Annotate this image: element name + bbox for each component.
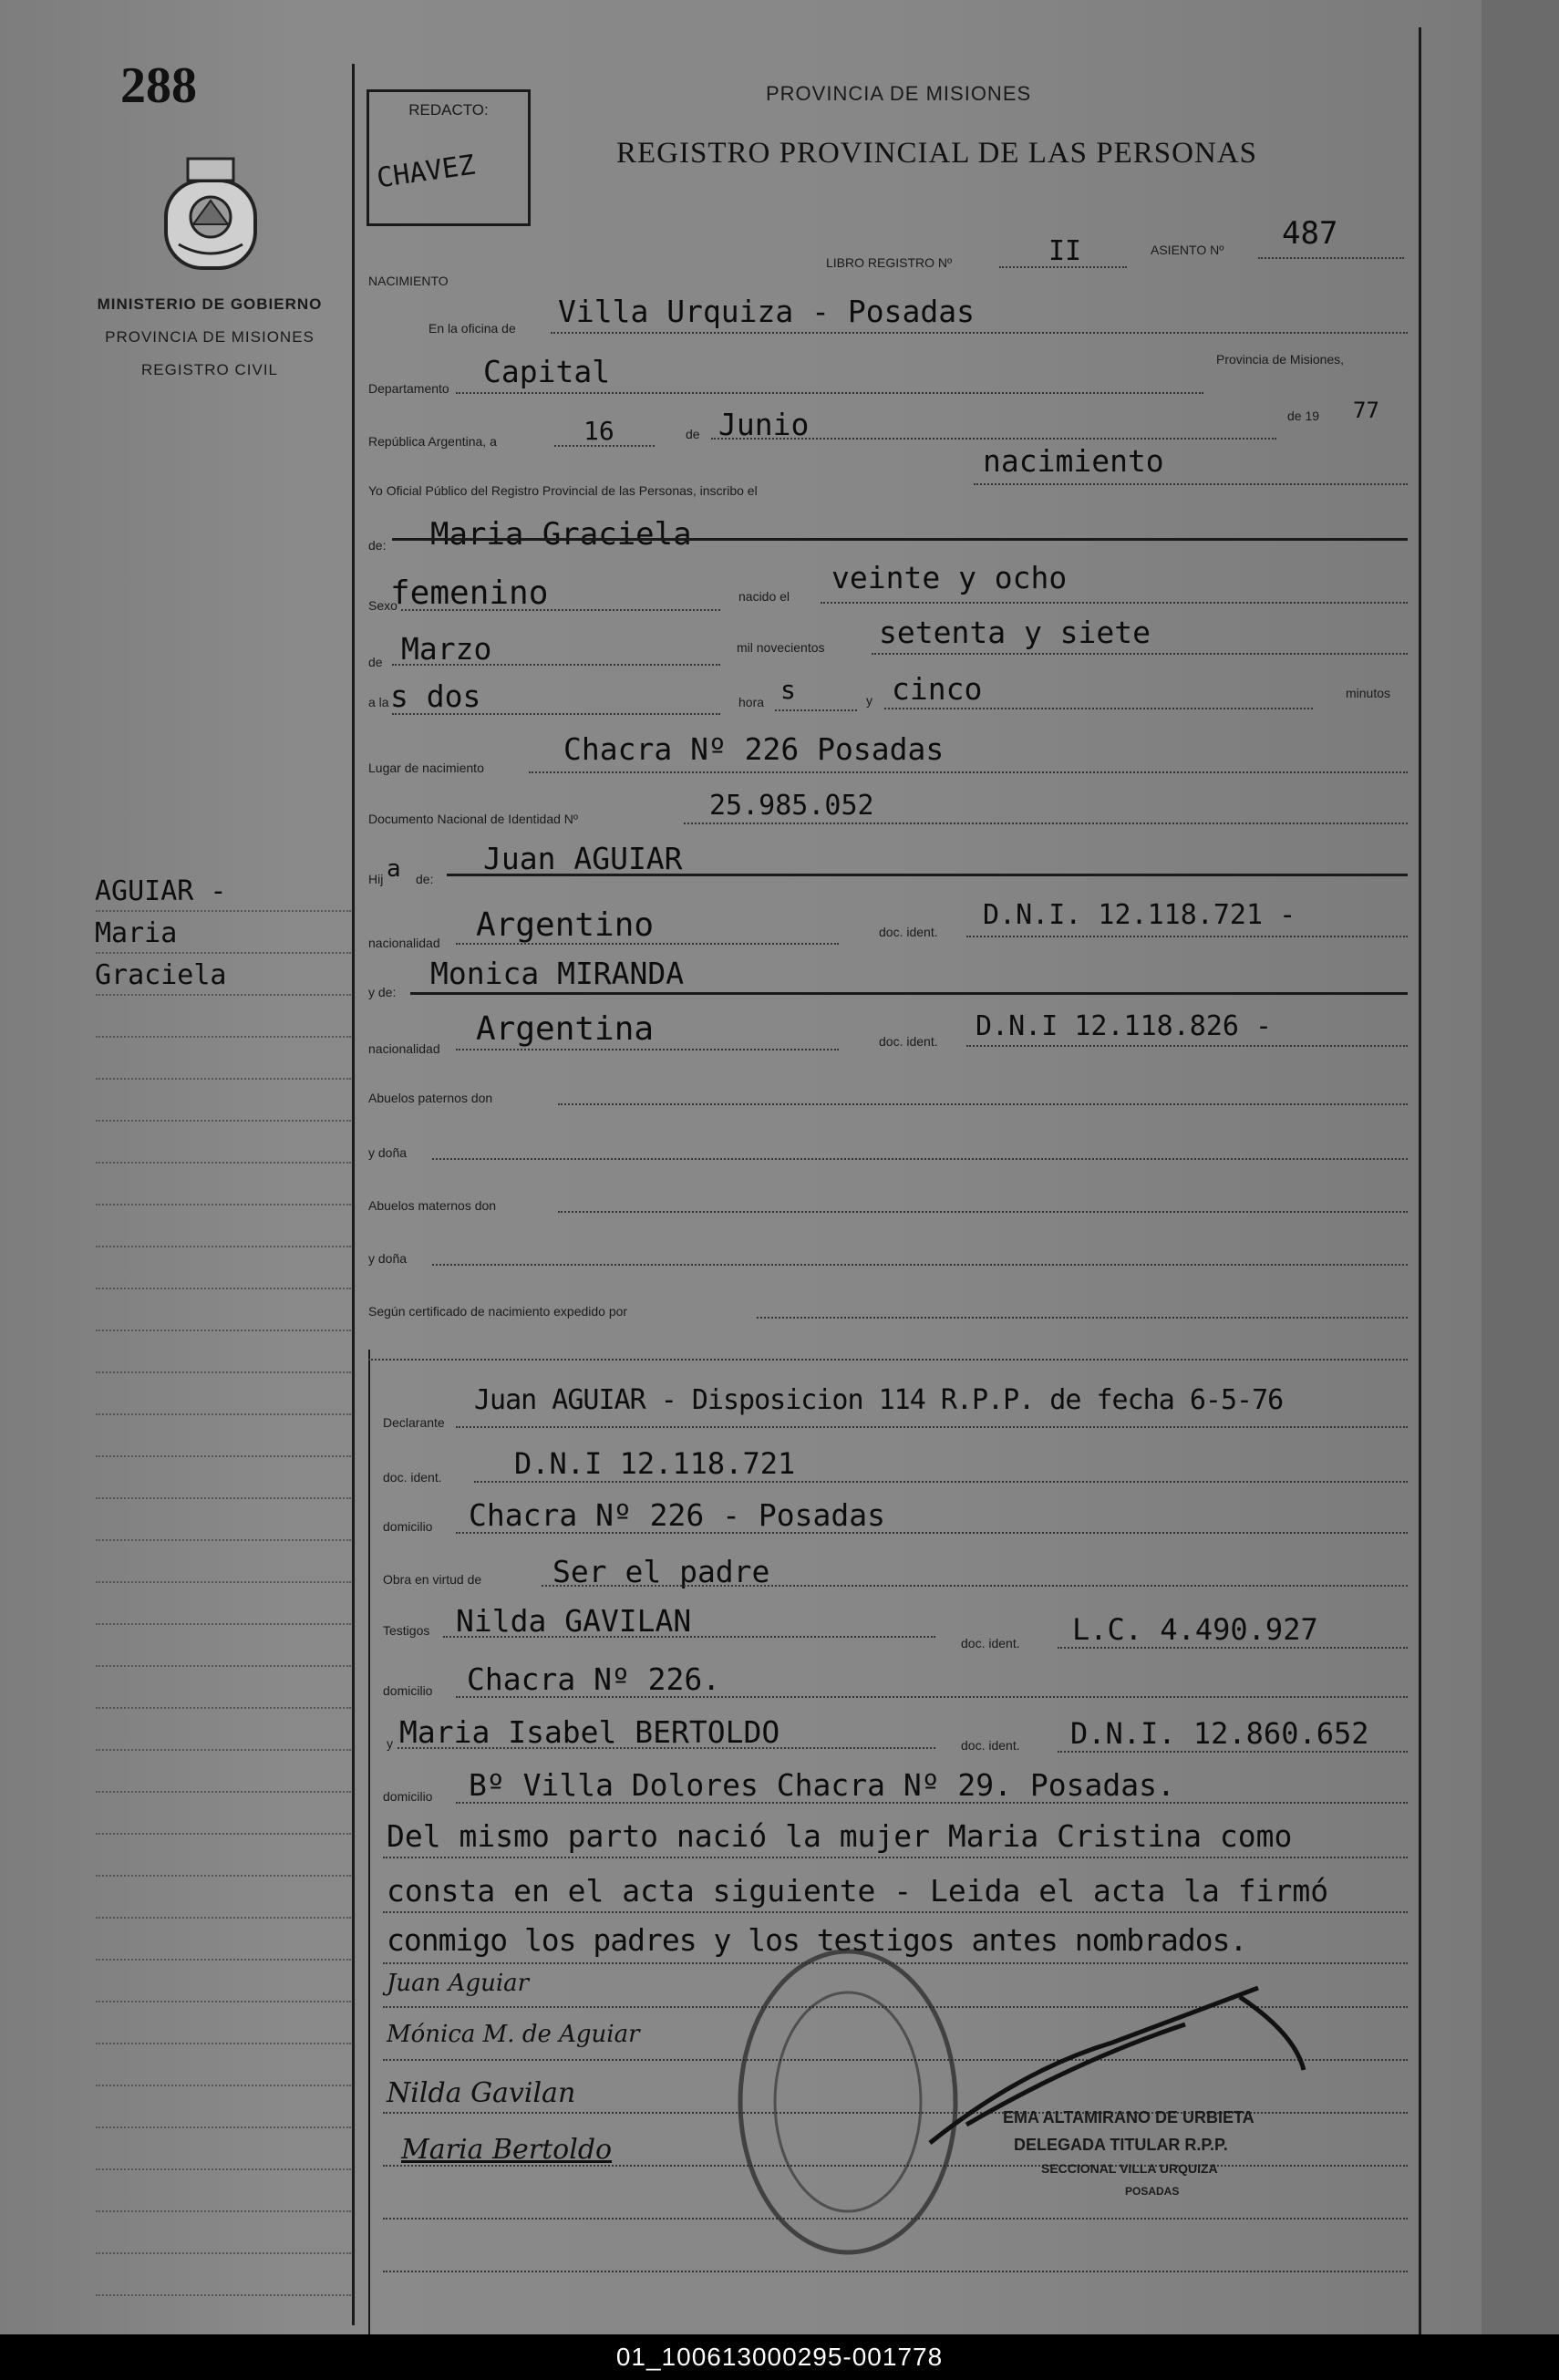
domicilio2-line xyxy=(456,1696,1408,1698)
margin-line xyxy=(96,1833,351,1835)
declarante-label: Declarante xyxy=(383,1415,445,1430)
dia-line xyxy=(554,445,655,447)
declarante-value: Juan AGUIAR - Disposicion 114 R.P.P. de fecha 6-5-76 xyxy=(474,1384,1284,1416)
mil-line xyxy=(872,653,1408,655)
alas-line xyxy=(392,713,720,715)
libro-label: LIBRO REGISTRO Nº xyxy=(826,255,953,270)
ydona2-label: y doña xyxy=(368,1251,408,1266)
stamp-line-4: POSADAS xyxy=(1125,2185,1180,2198)
nacimiento-label: NACIMIENTO xyxy=(368,274,449,288)
doc1-label: doc. ident. xyxy=(879,925,938,939)
signature-mother: Mónica M. de Aguiar xyxy=(387,2021,640,2048)
domicilio3-label: domicilio xyxy=(383,1789,433,1804)
margin-line xyxy=(96,2252,351,2254)
sexo-label: Sexo xyxy=(368,598,397,613)
ministry-name: MINISTERIO DE GOBIERNO xyxy=(97,295,323,313)
note-line-2: consta en el acta siguiente - Leida el acta la firmó xyxy=(387,1873,1329,1909)
doc3-value: D.N.I 12.118.721 xyxy=(514,1446,796,1481)
margin-line xyxy=(96,952,351,954)
mes-nac-value: Marzo xyxy=(401,631,492,667)
oficina-value: Villa Urquiza - Posadas xyxy=(558,294,975,329)
abuelos-paternos-label: Abuelos paternos don xyxy=(368,1091,493,1105)
abuelos-maternos-line xyxy=(558,1211,1408,1213)
republica-label: República Argentina, a xyxy=(368,434,497,449)
mes-value: Junio xyxy=(718,407,810,442)
nombre-value: Maria Graciela xyxy=(430,516,692,553)
margin-line xyxy=(96,1875,351,1877)
page-number: 288 xyxy=(120,57,197,114)
ministry-block xyxy=(91,288,328,387)
hijo-suffix: a xyxy=(387,855,401,883)
nac2-label: nacionalidad xyxy=(368,1041,440,1056)
dni-value: 25.985.052 xyxy=(709,790,874,822)
margin-line xyxy=(96,1791,351,1793)
mes-line xyxy=(711,438,1276,440)
testigo1-line xyxy=(443,1636,935,1638)
margin-line xyxy=(96,994,351,996)
note-line-1-rule xyxy=(383,1857,1408,1858)
margin-line xyxy=(96,1917,351,1919)
nacido-line xyxy=(821,602,1408,604)
margin-line xyxy=(96,1749,351,1751)
doc4-label: doc. ident. xyxy=(961,1636,1020,1650)
ydona1-label: y doña xyxy=(368,1145,408,1160)
minutos-value: cinco xyxy=(892,671,983,707)
testigo1-value: Nilda GAVILAN xyxy=(456,1603,692,1639)
departamento-line xyxy=(456,392,1203,394)
hora-value: s xyxy=(780,675,796,705)
doc4-value: L.C. 4.490.927 xyxy=(1072,1612,1318,1647)
doc1-value: D.N.I. 12.118.721 - xyxy=(983,899,1296,931)
margin-line xyxy=(96,1204,351,1206)
sexo-line xyxy=(401,609,720,611)
oficina-line xyxy=(551,332,1408,334)
signature-witness-2: Maria Bertoldo xyxy=(401,2134,613,2166)
de-nombre-label: de: xyxy=(368,538,387,553)
oficial-label: Yo Oficial Público del Registro Provincial de las Personas, inscribo el xyxy=(368,483,758,498)
sexo-value: femenino xyxy=(390,574,549,612)
margin-line xyxy=(96,1539,351,1541)
alas-label: a la xyxy=(368,695,389,709)
obra-label: Obra en virtud de xyxy=(383,1572,482,1587)
abuelos-maternos-label: Abuelos maternos don xyxy=(368,1198,497,1213)
nac1-line xyxy=(456,943,839,945)
margin-line xyxy=(96,1455,351,1457)
hijo-de-label: de: xyxy=(416,872,434,886)
dni-label: Documento Nacional de Identidad Nº xyxy=(368,812,579,826)
doc2-label: doc. ident. xyxy=(879,1034,938,1049)
dia-value: 16 xyxy=(583,416,614,446)
segun-label: Según certificado de nacimiento expedido por xyxy=(368,1304,628,1319)
alas-value: s dos xyxy=(390,678,481,714)
madre-value: Monica MIRANDA xyxy=(430,956,685,991)
coat-of-arms-icon xyxy=(160,153,261,272)
registry-title: REGISTRO PROVINCIAL DE LAS PERSONAS xyxy=(616,137,1258,170)
redacto-label: REDACTO: xyxy=(408,101,489,119)
asiento-label: ASIENTO Nº xyxy=(1151,243,1224,257)
left-column-rule xyxy=(352,64,355,2325)
nac2-line xyxy=(456,1049,839,1050)
domicilio2-label: domicilio xyxy=(383,1683,433,1698)
nombre-line xyxy=(392,538,1408,541)
margin-line xyxy=(96,1330,351,1331)
obra-line xyxy=(542,1585,1408,1587)
nacido-value: veinte y ocho xyxy=(831,560,1068,595)
margin-line xyxy=(96,1078,351,1080)
note-line-1: Del mismo parto nació la mujer Maria Cristina como xyxy=(387,1818,1293,1854)
y-label: y xyxy=(866,693,872,708)
margin-line xyxy=(96,1707,351,1709)
margin-line xyxy=(96,2210,351,2212)
hijo-label: Hij xyxy=(368,872,384,886)
testigo2-line xyxy=(397,1747,935,1749)
margin-line xyxy=(96,1120,351,1122)
mil-label: mil novecientos xyxy=(737,640,825,655)
minutos-line xyxy=(884,708,1313,709)
doc1-line xyxy=(966,936,1408,937)
lugar-line xyxy=(529,771,1408,773)
anio-label: de 19 xyxy=(1287,409,1320,423)
margin-line xyxy=(96,1959,351,1961)
lugar-label: Lugar de nacimiento xyxy=(368,761,484,775)
departamento-label: Departamento xyxy=(368,381,449,396)
lugar-value: Chacra Nº 226 Posadas xyxy=(563,731,945,767)
margin-line xyxy=(96,1288,351,1289)
oficial-line xyxy=(974,483,1408,485)
doc3-label: doc. ident. xyxy=(383,1470,442,1485)
margin-line xyxy=(96,1623,351,1625)
official-signature-icon xyxy=(912,1961,1322,2161)
stamp-line-2: DELEGADA TITULAR R.P.P. xyxy=(1014,2136,1228,2154)
asiento-line xyxy=(1258,257,1404,259)
domicilio1-value: Chacra Nº 226 - Posadas xyxy=(469,1497,885,1533)
hora-line xyxy=(775,709,857,711)
oficial-value: nacimiento xyxy=(983,443,1164,479)
stamp-line-3: SECCIONAL VILLA URQUIZA xyxy=(1041,2161,1218,2176)
margin-line xyxy=(96,2001,351,2002)
margin-line xyxy=(96,1413,351,1415)
nacido-label: nacido el xyxy=(738,589,790,604)
domicilio1-label: domicilio xyxy=(383,1519,433,1534)
blank-line-6 xyxy=(383,2271,1408,2272)
libro-value: II xyxy=(1048,235,1082,267)
segun-line-2 xyxy=(368,1359,1408,1361)
mil-value: setenta y siete xyxy=(879,615,1151,650)
ydona1-line xyxy=(432,1158,1408,1160)
domicilio1-line xyxy=(456,1532,1408,1534)
doc2-line xyxy=(966,1045,1408,1047)
nac1-value: Argentino xyxy=(476,906,655,944)
ministry-registry: REGISTRO CIVIL xyxy=(140,361,279,378)
y2-label: y xyxy=(387,1736,393,1751)
hora-label: hora xyxy=(738,695,765,709)
yde-label: y de: xyxy=(368,985,397,999)
nac2-value: Argentina xyxy=(476,1010,655,1048)
obra-value: Ser el padre xyxy=(552,1554,770,1589)
margin-line xyxy=(96,1371,351,1373)
de-label: de xyxy=(686,427,700,441)
nac1-label: nacionalidad xyxy=(368,936,440,950)
segun-line xyxy=(757,1317,1408,1319)
note-line-3: conmigo los padres y los testigos antes nombrados. xyxy=(387,1922,1247,1958)
departamento-value: Capital xyxy=(483,354,611,389)
margin-line xyxy=(96,1497,351,1499)
padre-line xyxy=(447,874,1408,876)
ydona2-line xyxy=(432,1264,1408,1266)
de-mes-label: de xyxy=(368,655,383,669)
padre-value: Juan AGUIAR xyxy=(483,841,683,876)
note-line-2-rule xyxy=(383,1911,1408,1913)
signature-witness-1: Nilda Gavilan xyxy=(387,2077,576,2109)
testigos-label: Testigos xyxy=(383,1623,430,1638)
margin-note-line-3: Graciela xyxy=(95,959,227,991)
margin-line xyxy=(96,1246,351,1247)
domicilio3-value: Bº Villa Dolores Chacra Nº 29. Posadas. xyxy=(469,1767,1175,1803)
provincia-suffix: Provincia de Misiones, xyxy=(1216,352,1345,367)
entry-column-rule xyxy=(368,1350,370,2334)
signature-father: Juan Aguiar xyxy=(387,1970,530,1997)
dni-line xyxy=(684,823,1408,824)
doc5-value: D.N.I. 12.860.652 xyxy=(1070,1716,1369,1751)
abuelos-paternos-line xyxy=(558,1103,1408,1105)
margin-line xyxy=(96,1665,351,1667)
redacto-name: CHAVEZ xyxy=(375,149,478,195)
domicilio3-line xyxy=(456,1802,1408,1804)
province-heading: PROVINCIA DE MISIONES xyxy=(766,82,1032,105)
doc5-line xyxy=(1058,1751,1408,1753)
margin-line xyxy=(96,1162,351,1164)
minutos-label: minutos xyxy=(1346,686,1391,700)
mes-nac-line xyxy=(392,664,720,666)
domicilio2-value: Chacra Nº 226. xyxy=(467,1661,721,1697)
margin-line xyxy=(96,910,351,912)
oficina-label: En la oficina de xyxy=(428,321,516,336)
margin-line xyxy=(96,2126,351,2128)
right-border-rule xyxy=(1419,27,1421,2334)
margin-line xyxy=(96,1036,351,1038)
margin-line xyxy=(96,2085,351,2086)
document-id-footer: 01_100613000295-001778 xyxy=(0,2334,1559,2380)
doc2-value: D.N.I 12.118.826 - xyxy=(976,1010,1273,1042)
margin-line xyxy=(96,2043,351,2044)
margin-note-line-2: Maria xyxy=(95,917,178,949)
testigo2-value: Maria Isabel BERTOLDO xyxy=(399,1714,780,1750)
declarante-line xyxy=(456,1426,1408,1428)
doc3-line xyxy=(474,1481,1408,1483)
margin-line xyxy=(96,2168,351,2170)
margin-line xyxy=(96,1581,351,1583)
ministry-province: PROVINCIA DE MISIONES xyxy=(105,328,315,346)
doc4-line xyxy=(1058,1647,1408,1649)
margin-note-line-1: AGUIAR - xyxy=(95,875,227,907)
madre-line xyxy=(410,992,1408,995)
doc5-label: doc. ident. xyxy=(961,1738,1020,1753)
asiento-value: 487 xyxy=(1282,215,1338,252)
anio-value: 77 xyxy=(1353,398,1379,423)
redacto-box xyxy=(367,89,531,226)
margin-line xyxy=(96,2294,351,2296)
stamp-line-1: EMA ALTAMIRANO DE URBIETA xyxy=(1003,2108,1254,2126)
